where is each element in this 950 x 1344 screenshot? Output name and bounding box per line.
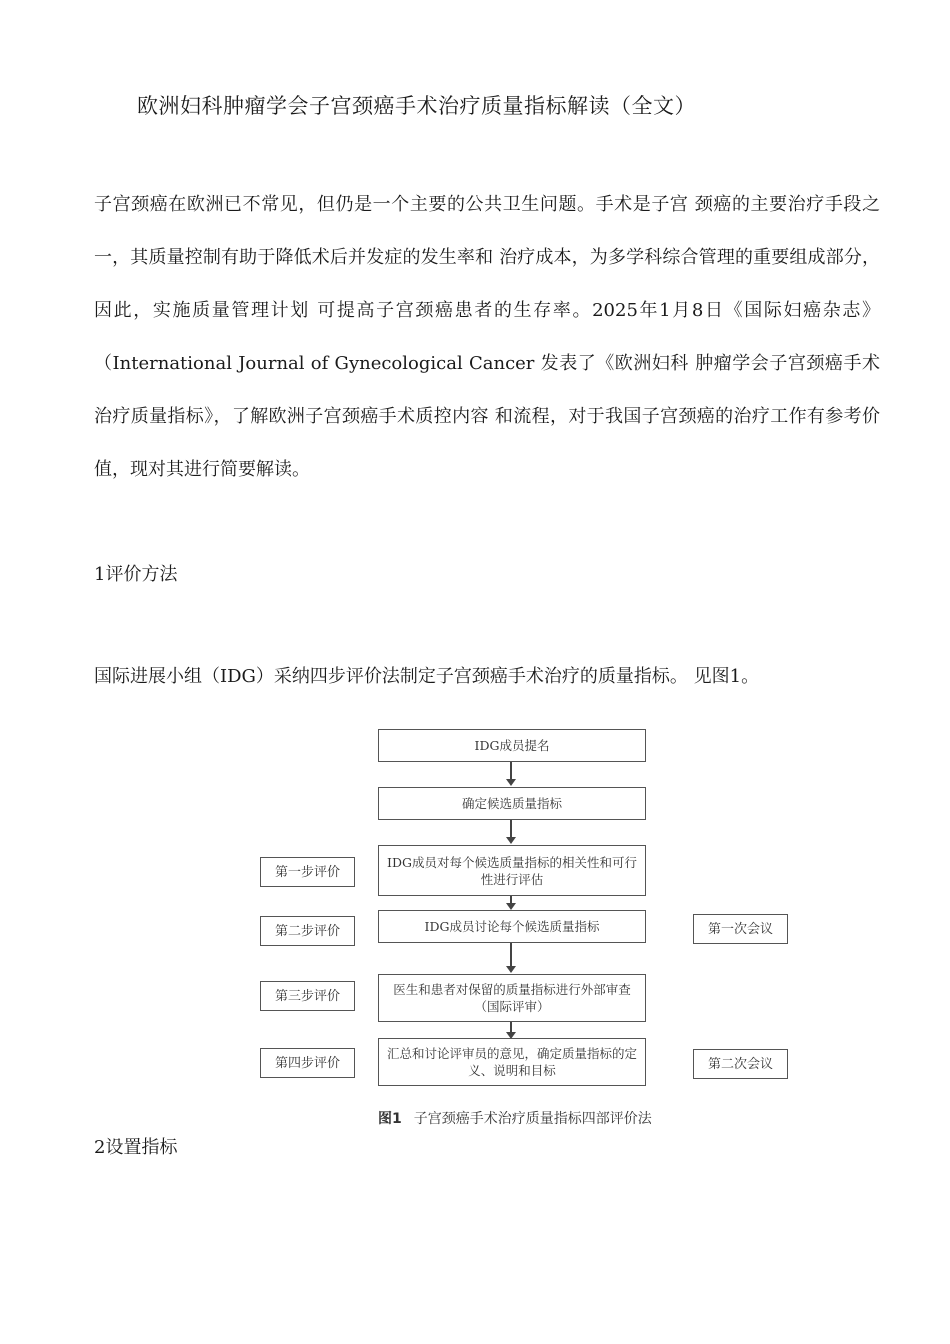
step-label-4: 第四步评价 [260,1048,355,1078]
meeting-label-1: 第一次会议 [693,914,788,944]
flow-arrow [510,820,512,838]
meeting-label-2: 第二次会议 [693,1049,788,1079]
flow-arrow [510,1022,512,1033]
flow-arrow [510,896,512,904]
flow-arrow [510,762,512,780]
flow-step-2: 确定候选质量指标 [378,787,646,820]
flow-step-3: IDG成员对每个候选质量指标的相关性和可行性进行评估 [378,845,646,896]
section-1-paragraph: 国际进展小组（IDG）采纳四步评价法制定子宫颈癌手术治疗的质量指标。 见图1。 [94,666,760,687]
page-title: 欧洲妇科肿瘤学会子宫颈癌手术治疗质量指标解读（全文） [137,94,696,118]
step-label-2: 第二步评价 [260,916,355,946]
section-heading-1: 1评价方法 [94,564,178,585]
figure-caption [378,1108,652,1128]
figure-caption-text: 子宫颈癌手术治疗质量指标四部评价法 [413,1111,652,1127]
flow-step-6: 汇总和讨论评审员的意见，确定质量指标的定义、说明和目标 [378,1038,646,1086]
flow-arrow [510,943,512,967]
flow-step-1: IDG成员提名 [378,729,646,762]
intro-paragraph: 子宫颈癌在欧洲已不常见，但仍是一个主要的公共卫生问题。手术是子宫 颈癌的主要治疗手段之一，其质量控制有助于降低术后并发症的发生率和 治疗成本，为多学科综合管理的重要组成部分，因此，实施质量管理计划 可提高子宫颈癌患者的生存率。2025年1月8日《国际妇癌杂志》 （International Journal of Gynecological Cancer 发表了《欧洲妇科 肿瘤学会子宫颈癌手术治疗质量指标》，了解欧洲子宫颈癌手术质控内容 和流程，对于我国子宫颈癌的治疗工作有参考价值，现对其进行简要解读。 [94,194,880,480]
step-label-3: 第三步评价 [260,981,355,1011]
figure-caption-label: 图1 [378,1111,402,1127]
flow-step-4: IDG成员讨论每个候选质量指标 [378,910,646,943]
section-heading-2: 2设置指标 [94,1137,178,1158]
flow-step-5: 医生和患者对保留的质量指标进行外部审查（国际评审） [378,974,646,1022]
step-label-1: 第一步评价 [260,857,355,887]
